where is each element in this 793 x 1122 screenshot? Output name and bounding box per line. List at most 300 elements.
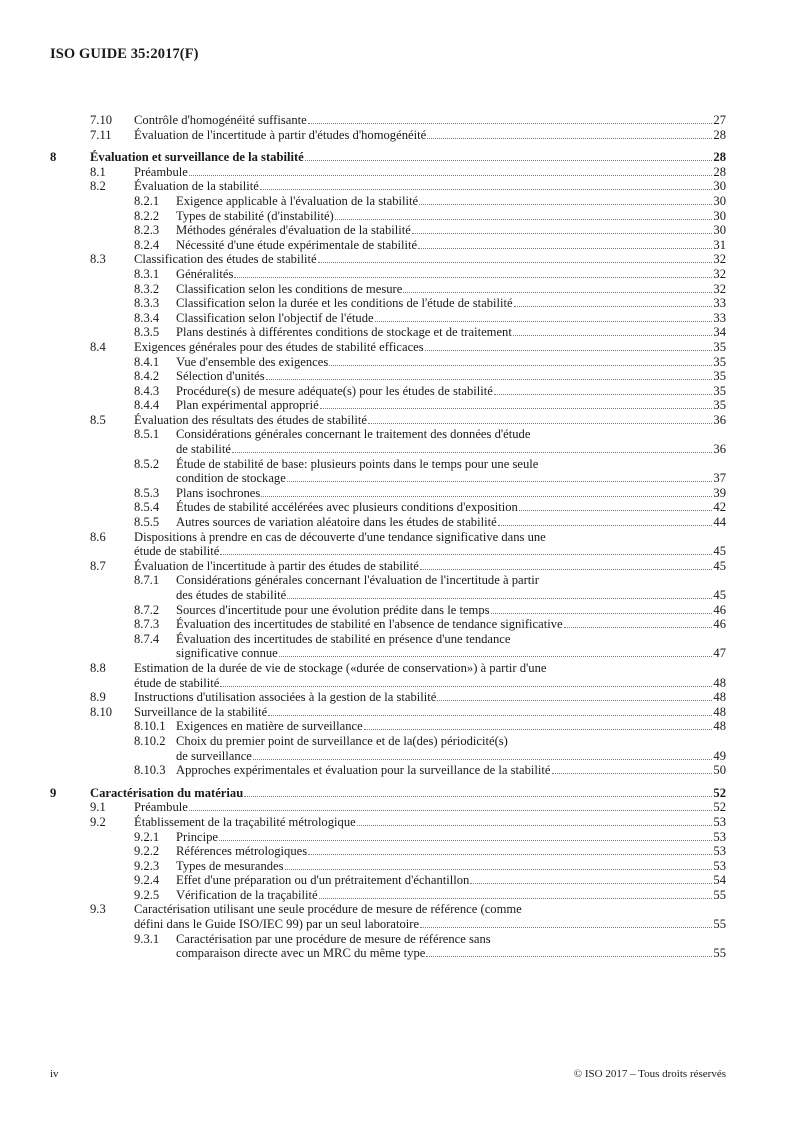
toc-entry[interactable] — [0, 705, 793, 720]
toc-entry[interactable] — [0, 113, 793, 128]
toc-entry-number: 8.8 — [90, 660, 106, 675]
toc-entry-number: 8.2.2 — [134, 208, 160, 223]
dot-leader — [219, 840, 712, 841]
toc-entry-page: 28 — [713, 150, 726, 165]
toc-entry[interactable] — [0, 194, 793, 209]
dot-leader — [329, 365, 712, 366]
dot-leader — [319, 898, 713, 899]
toc-entry-page: 28 — [713, 164, 726, 179]
toc-entry-text — [176, 427, 530, 442]
toc-entry-page: 33 — [713, 296, 726, 311]
toc-entry-number: 8.10 — [90, 704, 113, 719]
toc-entry-page: 48 — [713, 690, 726, 705]
dot-leader — [308, 854, 712, 855]
toc-entry[interactable] — [0, 844, 793, 859]
toc-entry-number: 8.2.3 — [134, 223, 160, 238]
toc-entry-text — [176, 500, 726, 515]
copyright-notice: © ISO 2017 – Tous droits réservés — [573, 1068, 726, 1080]
toc-entry-title: Caractérisation par une procédure de mesure de référence sans — [176, 931, 491, 946]
dot-leader — [305, 160, 713, 161]
toc-entry[interactable] — [0, 340, 793, 355]
toc-entry[interactable] — [0, 179, 793, 194]
toc-entry-title: Effet d'une préparation ou d'un prétraitement d'échantillon — [176, 873, 470, 888]
toc-entry-page: 35 — [713, 354, 726, 369]
dot-leader — [564, 627, 713, 628]
toc-entry-continuation[interactable] — [0, 544, 793, 559]
toc-entry-text — [176, 282, 726, 297]
toc-entry-number: 8 — [50, 150, 57, 165]
toc-entry[interactable] — [0, 165, 793, 180]
toc-entry-title: étude de stabilité — [134, 675, 220, 690]
toc-entry-title: Plans destinés à différentes conditions de stockage et de traitement — [176, 325, 512, 340]
toc-entry-text — [176, 515, 726, 530]
toc-entry-page: 39 — [713, 485, 726, 500]
toc-entry-number: 9.2.3 — [134, 858, 160, 873]
toc-entry-page: 55 — [713, 946, 726, 961]
toc-entry-text — [176, 311, 726, 326]
toc-entry-number: 8.7.3 — [134, 617, 160, 632]
toc-entry[interactable] — [0, 427, 793, 442]
toc-entry-text — [176, 859, 726, 874]
toc-entry[interactable] — [0, 719, 793, 734]
dot-leader — [260, 189, 713, 190]
dot-leader — [308, 123, 713, 124]
toc-entry-title: Évaluation de l'incertitude à partir des études de stabilité — [134, 558, 419, 573]
toc-entry[interactable] — [0, 902, 793, 917]
toc-entry-page: 50 — [713, 763, 726, 778]
toc-entry-text — [176, 830, 726, 845]
dot-leader — [261, 496, 712, 497]
toc-entry-page: 47 — [713, 646, 726, 661]
toc-entry-text — [176, 888, 726, 903]
toc-entry-page: 54 — [713, 873, 726, 888]
dot-leader — [266, 379, 713, 380]
toc-entry-number: 9.3 — [90, 902, 106, 917]
toc-entry-text — [176, 267, 726, 282]
toc-entry-number: 8.3.5 — [134, 325, 160, 340]
toc-entry-text — [176, 719, 726, 734]
toc-entry-text — [176, 369, 726, 384]
toc-entry-title: Évaluation de l'incertitude à partir d'études d'homogénéité — [134, 127, 427, 142]
toc-entry-text — [134, 128, 726, 143]
toc-entry-continuation[interactable] — [0, 442, 793, 457]
toc-entry[interactable] — [0, 859, 793, 874]
toc-entry-page: 31 — [713, 237, 726, 252]
toc-entry[interactable] — [0, 150, 793, 165]
toc-entry-number: 8.10.1 — [134, 719, 166, 734]
toc-entry-title: Classification selon les conditions de mesure — [176, 281, 403, 296]
document-header: ISO GUIDE 35:2017(F) — [50, 46, 199, 62]
toc-entry-page: 36 — [713, 442, 726, 457]
toc-entry-number: 9.1 — [90, 800, 106, 815]
toc-entry-page: 45 — [713, 544, 726, 559]
toc-entry-page: 46 — [713, 617, 726, 632]
toc-entry[interactable] — [0, 128, 793, 143]
toc-entry-page: 49 — [713, 748, 726, 763]
toc-entry-number: 8.3.3 — [134, 296, 160, 311]
toc-entry-text — [134, 676, 726, 691]
toc-entry-number: 8.3 — [90, 252, 106, 267]
toc-entry-continuation[interactable] — [0, 749, 793, 764]
toc-entry-continuation[interactable] — [0, 646, 793, 661]
toc-entry-text — [176, 763, 726, 778]
toc-entry-page: 35 — [713, 383, 726, 398]
toc-entry-text — [134, 165, 726, 180]
dot-leader — [494, 394, 713, 395]
toc-entry-page: 32 — [713, 281, 726, 296]
page-number: iv — [50, 1068, 59, 1080]
toc-entry[interactable] — [0, 815, 793, 830]
toc-entry-text — [176, 617, 726, 632]
toc-entry-title: Références métrologiques — [176, 844, 308, 859]
toc-entry-text — [176, 194, 726, 209]
toc-entry[interactable] — [0, 311, 793, 326]
toc-entry[interactable] — [0, 209, 793, 224]
toc-entry-text — [134, 559, 726, 574]
dot-leader — [318, 262, 713, 263]
toc-entry-number: 8.5.2 — [134, 456, 160, 471]
toc-entry-text — [176, 932, 491, 947]
toc-entry-title: Classification des études de stabilité — [134, 252, 317, 267]
toc-entry[interactable] — [0, 530, 793, 545]
toc-entry-text — [176, 844, 726, 859]
toc-entry[interactable] — [0, 734, 793, 749]
toc-entry-title: étude de stabilité — [134, 544, 220, 559]
toc-entry[interactable] — [0, 325, 793, 340]
dot-leader — [491, 613, 713, 614]
dot-leader — [470, 883, 712, 884]
dot-leader — [412, 233, 713, 234]
toc-entry-page: 55 — [713, 887, 726, 902]
toc-entry-title: de stabilité — [176, 442, 231, 457]
toc-entry-number: 8.4.3 — [134, 383, 160, 398]
toc-entry-text — [134, 544, 726, 559]
toc-entry-title: Évaluation des incertitudes de stabilité en présence d'une tendance — [176, 631, 511, 646]
toc-entry-title: Plans isochrones — [176, 485, 261, 500]
toc-entry[interactable] — [0, 384, 793, 399]
dot-leader — [519, 510, 713, 511]
toc-entry-title: Évaluation et surveillance de la stabilité — [90, 150, 304, 165]
toc-entry-title: Nécessité d'une étude expérimentale de stabilité — [176, 237, 418, 252]
toc-entry-title: significative connue — [176, 646, 278, 661]
toc-entry-page: 30 — [713, 223, 726, 238]
toc-entry-title: Classification selon l'objectif de l'étude — [176, 310, 374, 325]
dot-leader — [234, 277, 712, 278]
toc-entry-title: Sources d'incertitude pour une évolution prédite dans le temps — [176, 602, 490, 617]
toc-entry-text — [176, 223, 726, 238]
toc-entry-page: 48 — [713, 675, 726, 690]
toc-entry-text — [134, 661, 546, 676]
toc-entry-title: Caractérisation du matériau — [90, 785, 244, 800]
toc-entry-text — [176, 325, 726, 340]
toc-entry-text — [176, 734, 508, 749]
dot-leader — [552, 773, 713, 774]
toc-entry-title: Études de stabilité accélérées avec plusieurs conditions d'exposition — [176, 500, 518, 515]
toc-entry[interactable] — [0, 632, 793, 647]
toc-entry[interactable] — [0, 932, 793, 947]
toc-entry[interactable] — [0, 486, 793, 501]
dot-leader — [220, 686, 712, 687]
toc-entry-text — [134, 340, 726, 355]
toc-entry-text — [176, 573, 539, 588]
toc-entry-title: Évaluation des incertitudes de stabilité en l'absence de tendance significative — [176, 617, 563, 632]
toc-entry-text — [176, 749, 726, 764]
dot-leader — [268, 715, 712, 716]
toc-entry-number: 8.5.5 — [134, 515, 160, 530]
toc-entry-continuation[interactable] — [0, 471, 793, 486]
toc-entry-text — [176, 632, 510, 647]
toc-entry-page: 46 — [713, 602, 726, 617]
toc-entry-page: 30 — [713, 193, 726, 208]
toc-entry-number: 8.7.2 — [134, 602, 160, 617]
toc-entry[interactable] — [0, 873, 793, 888]
toc-entry-title: Préambule — [134, 800, 188, 815]
toc-entry-title: Sélection d'unités — [176, 369, 265, 384]
toc-entry-text — [176, 457, 538, 472]
toc-entry-title: Vue d'ensemble des exigences — [176, 354, 329, 369]
dot-leader — [220, 554, 712, 555]
toc-entry-text — [176, 384, 726, 399]
toc-entry-title: Vérification de la traçabilité — [176, 887, 318, 902]
toc-entry-title: Exigences en matière de surveillance — [176, 719, 363, 734]
toc-entry-number: 8.5 — [90, 412, 106, 427]
toc-entry-text — [134, 413, 726, 428]
toc-entry-page: 55 — [713, 917, 726, 932]
toc-entry-title: Surveillance de la stabilité — [134, 704, 268, 719]
dot-leader — [279, 656, 713, 657]
toc-entry-page: 37 — [713, 471, 726, 486]
toc-entry-text — [134, 800, 726, 815]
toc-entry-number: 9 — [50, 785, 57, 800]
toc-entry[interactable] — [0, 603, 793, 618]
toc-entry-text — [176, 646, 726, 661]
toc-entry[interactable] — [0, 515, 793, 530]
toc-entry-title: Préambule — [134, 164, 188, 179]
toc-entry-page: 52 — [713, 800, 726, 815]
toc-entry-title: défini dans le Guide ISO/IEC 99) par un seul laboratoire — [134, 917, 420, 932]
toc-entry-title: Principe — [176, 829, 218, 844]
toc-entry-continuation[interactable] — [0, 588, 793, 603]
toc-entry-text — [134, 690, 726, 705]
toc-entry-title: Établissement de la traçabilité métrologique — [134, 814, 356, 829]
toc-entry[interactable] — [0, 355, 793, 370]
toc-entry-title: Types de stabilité (d'instabilité) — [176, 208, 334, 223]
toc-entry[interactable] — [0, 282, 793, 297]
toc-entry-text — [134, 252, 726, 267]
toc-entry-text — [176, 296, 726, 311]
toc-entry[interactable] — [0, 252, 793, 267]
toc-entry-title: Plan expérimental approprié — [176, 398, 319, 413]
table-of-contents — [0, 113, 793, 961]
toc-entry-title: Considérations générales concernant l'évaluation de l'incertitude à partir — [176, 573, 539, 588]
toc-entry-number: 8.3.1 — [134, 266, 160, 281]
toc-entry-number: 9.2.5 — [134, 887, 160, 902]
dot-leader — [364, 729, 713, 730]
dot-leader — [335, 219, 713, 220]
toc-entry-text — [176, 398, 726, 413]
dot-leader — [420, 927, 712, 928]
toc-entry-title: Classification selon la durée et les conditions de l'étude de stabilité — [176, 296, 513, 311]
toc-entry-text — [134, 530, 546, 545]
toc-entry-number: 8.1 — [90, 164, 106, 179]
dot-leader — [418, 248, 712, 249]
toc-entry-title: Procédure(s) de mesure adéquate(s) pour les études de stabilité — [176, 383, 493, 398]
toc-entry[interactable] — [0, 690, 793, 705]
dot-leader — [244, 796, 712, 797]
dot-leader — [189, 810, 713, 811]
dot-leader — [498, 525, 713, 526]
toc-entry-text — [176, 486, 726, 501]
toc-entry-continuation[interactable] — [0, 676, 793, 691]
toc-entry[interactable] — [0, 763, 793, 778]
toc-entry-continuation[interactable] — [0, 946, 793, 961]
toc-entry[interactable] — [0, 457, 793, 472]
toc-entry-page: 48 — [713, 704, 726, 719]
toc-entry-text — [134, 179, 726, 194]
toc-entry-page: 53 — [713, 844, 726, 859]
toc-entry-number: 7.10 — [90, 113, 113, 127]
toc-entry-title: Autres sources de variation aléatoire dans les études de stabilité — [176, 515, 497, 530]
toc-entry-page: 45 — [713, 558, 726, 573]
toc-entry-title: Évaluation des résultats des études de stabilité — [134, 412, 367, 427]
toc-entry-title: Contrôle d'homogénéité suffisante — [134, 113, 307, 127]
toc-entry-number: 8.5.1 — [134, 427, 160, 442]
toc-entry-number: 9.2.1 — [134, 829, 160, 844]
toc-entry-page: 53 — [713, 814, 726, 829]
toc-entry[interactable] — [0, 617, 793, 632]
toc-entry[interactable] — [0, 661, 793, 676]
dot-leader — [287, 481, 713, 482]
toc-entry-page: 35 — [713, 398, 726, 413]
toc-entry[interactable] — [0, 500, 793, 515]
toc-entry-page: 27 — [713, 113, 726, 127]
toc-entry-number: 8.4.4 — [134, 398, 160, 413]
toc-entry-text — [90, 786, 726, 801]
toc-entry-text — [176, 209, 726, 224]
toc-entry-number: 8.4.2 — [134, 369, 160, 384]
toc-entry-page: 32 — [713, 266, 726, 281]
dot-leader — [403, 292, 712, 293]
toc-entry[interactable] — [0, 786, 793, 801]
toc-entry-number: 8.7 — [90, 558, 106, 573]
dot-leader — [437, 700, 712, 701]
toc-entry-title: condition de stockage — [176, 471, 286, 486]
toc-entry-title: Dispositions à prendre en cas de découverte d'une tendance significative dans une — [134, 529, 546, 544]
toc-entry-page: 34 — [713, 325, 726, 340]
toc-entry-page: 53 — [713, 858, 726, 873]
toc-entry-number: 8.5.4 — [134, 500, 160, 515]
toc-entry-page: 45 — [713, 588, 726, 602]
toc-entry[interactable] — [0, 238, 793, 253]
toc-entry-title: Choix du premier point de surveillance et de la(des) périodicité(s) — [176, 733, 508, 748]
toc-entry-number: 8.9 — [90, 690, 106, 705]
toc-entry-number: 9.2 — [90, 814, 106, 829]
toc-entry[interactable] — [0, 223, 793, 238]
toc-entry-text — [134, 815, 726, 830]
toc-entry-text — [176, 471, 726, 486]
dot-leader — [375, 321, 713, 322]
toc-entry-page: 52 — [713, 785, 726, 800]
toc-entry-page: 44 — [713, 515, 726, 530]
toc-entry-number: 8.7.4 — [134, 631, 160, 646]
toc-entry-title: Évaluation de la stabilité — [134, 179, 259, 194]
toc-entry-text — [176, 355, 726, 370]
toc-entry[interactable] — [0, 369, 793, 384]
dot-leader — [514, 306, 713, 307]
toc-entry-text — [176, 238, 726, 253]
toc-entry-title: des études de stabilité — [176, 588, 287, 602]
toc-entry[interactable] — [0, 296, 793, 311]
toc-entry-page: 30 — [713, 179, 726, 194]
dot-leader — [287, 598, 712, 599]
dot-leader — [425, 350, 713, 351]
toc-entry-text — [176, 442, 726, 457]
toc-entry-number: 8.3.4 — [134, 310, 160, 325]
dot-leader — [513, 335, 713, 336]
toc-entry-page: 28 — [713, 127, 726, 142]
toc-entry-page: 35 — [713, 339, 726, 354]
toc-entry-text — [90, 150, 726, 165]
toc-entry-title: Considérations générales concernant le traitement des données d'étude — [176, 427, 531, 442]
toc-entry-text — [176, 873, 726, 888]
toc-entry-text — [134, 705, 726, 720]
toc-entry-number: 8.5.3 — [134, 485, 160, 500]
toc-entry-title: Approches expérimentales et évaluation pour la surveillance de la stabilité — [176, 763, 551, 778]
toc-entry-number: 9.3.1 — [134, 931, 160, 946]
toc-entry-text — [176, 588, 726, 603]
toc-entry-number: 8.6 — [90, 529, 106, 544]
dot-leader — [419, 204, 712, 205]
toc-entry-page: 33 — [713, 310, 726, 325]
toc-entry-number: 8.7.1 — [134, 573, 160, 588]
toc-entry[interactable] — [0, 888, 793, 903]
toc-entry-title: Types de mesurandes — [176, 858, 284, 873]
toc-entry-title: de surveillance — [176, 748, 252, 763]
toc-entry[interactable] — [0, 800, 793, 815]
toc-entry-text — [134, 113, 726, 128]
toc-entry-number: 8.3.2 — [134, 281, 160, 296]
dot-leader — [357, 825, 713, 826]
toc-entry[interactable] — [0, 573, 793, 588]
toc-entry[interactable] — [0, 830, 793, 845]
toc-entry-continuation[interactable] — [0, 917, 793, 932]
toc-entry[interactable] — [0, 398, 793, 413]
toc-entry-number: 8.10.2 — [134, 733, 166, 748]
toc-entry-number: 7.11 — [90, 127, 112, 142]
toc-entry-title: comparaison directe avec un MRC du même type — [176, 946, 426, 961]
toc-entry-text — [176, 603, 726, 618]
toc-entry[interactable] — [0, 559, 793, 574]
toc-entry-number: 9.2.2 — [134, 844, 160, 859]
toc-entry-page: 35 — [713, 369, 726, 384]
toc-entry-title: Estimation de la durée de vie de stockage («durée de conservation») à partir d'une — [134, 660, 547, 675]
dot-leader — [420, 569, 713, 570]
toc-entry-number: 8.2.4 — [134, 237, 160, 252]
toc-entry-title: Exigence applicable à l'évaluation de la stabilité — [176, 193, 419, 208]
toc-entry-number: 8.2 — [90, 179, 106, 194]
toc-entry-page: 30 — [713, 208, 726, 223]
toc-entry-title: Généralités — [176, 266, 234, 281]
toc-entry-number: 8.2.1 — [134, 193, 160, 208]
toc-entry-text — [134, 902, 522, 917]
toc-entry[interactable] — [0, 267, 793, 282]
dot-leader — [189, 175, 713, 176]
toc-entry-page: 53 — [713, 829, 726, 844]
dot-leader — [320, 408, 713, 409]
toc-entry[interactable] — [0, 413, 793, 428]
dot-leader — [368, 423, 712, 424]
toc-entry-title: Caractérisation utilisant une seule procédure de mesure de référence (comme — [134, 902, 522, 917]
